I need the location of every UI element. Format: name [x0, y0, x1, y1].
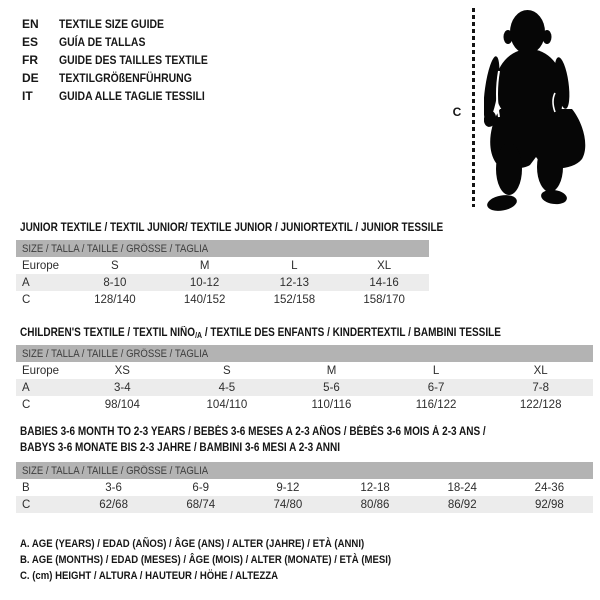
age-cell: 14-16	[369, 276, 399, 289]
age-cell: 6-9	[192, 481, 210, 494]
row-label: C	[22, 398, 31, 411]
size-cell: XL	[377, 259, 392, 272]
language-code: IT	[22, 89, 33, 103]
age-cell: 3-4	[113, 381, 131, 394]
height-cell: 122/128	[519, 398, 562, 411]
language-row-de	[22, 69, 230, 87]
height-cell: 92/98	[535, 498, 564, 511]
height-cell: 110/116	[311, 398, 352, 411]
size-header-text: SIZE / TALLA / TAILLE / GRÖSSE / TAGLIA	[22, 464, 209, 477]
children-size-table	[16, 345, 593, 413]
language-title: GUIDA ALLE TAGLIE TESSILI	[59, 89, 205, 103]
table-row	[16, 496, 593, 513]
height-cell: 98/104	[104, 398, 140, 411]
size-cell: S	[223, 364, 231, 377]
children-size-grid	[16, 362, 593, 413]
height-cell: 80/86	[360, 498, 390, 511]
height-cell: 140/152	[183, 293, 226, 306]
height-measure-dashed-line	[472, 8, 475, 207]
age-cell: 9-12	[276, 481, 300, 494]
height-cell: 116/122	[415, 398, 457, 411]
age-cell: 3-6	[105, 481, 122, 494]
size-cell: S	[111, 259, 119, 272]
language-title: TEXTILGRÖßENFÜHRUNG	[59, 71, 192, 85]
row-label: Europe	[22, 259, 60, 272]
age-cell: 6-7	[427, 381, 445, 394]
legend-line-c	[20, 568, 447, 584]
table-row	[16, 379, 593, 396]
babies-size-table	[16, 462, 593, 513]
language-code: EN	[22, 17, 39, 31]
children-section-title	[20, 325, 573, 344]
junior-section-title-text: JUNIOR TEXTILE / TEXTIL JUNIOR/ TEXTILE JUNIOR / JUNIORTEXTIL / JUNIOR TESSILE	[20, 222, 444, 234]
table-row	[16, 274, 429, 291]
babies-section-title	[20, 424, 555, 456]
age-cell: 4-5	[218, 381, 236, 394]
language-title: GUÍA DE TALLAS	[59, 35, 146, 49]
title-part: CHILDREN'S TEXTILE / TEXTIL NIÑO	[20, 327, 196, 339]
height-cell: 62/68	[99, 498, 128, 511]
babies-size-header-bar	[16, 462, 593, 479]
junior-size-table	[16, 240, 429, 308]
age-cell: 12-13	[279, 276, 310, 289]
height-cell: 104/110	[206, 398, 248, 411]
height-cell: 128/140	[94, 293, 136, 306]
legend-line-a	[20, 536, 447, 552]
row-label: B	[22, 481, 30, 494]
title-part: / TEXTILE DES ENFANTS / KINDERTEXTIL / BAMBINI TESSILE	[202, 327, 501, 339]
junior-size-header-bar	[16, 240, 429, 257]
language-code: DE	[22, 71, 39, 85]
size-cell: L	[432, 364, 440, 377]
toddler-silhouette-image	[484, 9, 590, 213]
age-cell: 12-18	[360, 481, 390, 494]
language-code: FR	[22, 53, 38, 67]
size-header-text: SIZE / TALLA / TAILLE / GRÖSSE / TAGLIA	[22, 242, 209, 255]
age-cell: 7-8	[532, 381, 549, 394]
babies-size-grid	[16, 479, 593, 513]
language-title-list	[22, 15, 230, 105]
language-title: GUIDE DES TAILLES TEXTILE	[59, 53, 208, 67]
language-title: TEXTILE SIZE GUIDE	[59, 17, 164, 31]
row-label: Europe	[22, 364, 60, 377]
language-row-fr	[22, 51, 230, 69]
size-cell: M	[326, 364, 337, 377]
age-cell: 10-12	[189, 276, 220, 289]
table-row	[16, 257, 429, 274]
title-subscript: /A	[195, 331, 203, 340]
language-code: ES	[22, 35, 39, 49]
legend-text: A. AGE (YEARS) / EDAD (AÑOS) / ÂGE (ANS) / ALTER (JAHRE) / ETÀ (ANNI)	[20, 538, 365, 550]
language-row-es	[22, 33, 230, 51]
height-measure-label: C	[452, 105, 462, 119]
table-row	[16, 291, 429, 308]
measurement-legend	[20, 536, 447, 584]
size-cell: XS	[114, 364, 130, 377]
children-size-header-bar	[16, 345, 593, 362]
junior-section-title	[20, 220, 506, 236]
age-cell: 5-6	[323, 381, 340, 394]
language-row-it	[22, 87, 230, 105]
height-cell: 158/170	[363, 293, 405, 306]
height-cell: 74/80	[273, 498, 303, 511]
language-row-en	[22, 15, 230, 33]
age-cell: 8-10	[103, 276, 127, 289]
legend-text: C. (cm) HEIGHT / ALTURA / HAUTEUR / HÖHE / ALTEZZA	[20, 570, 279, 582]
height-cell: 68/74	[186, 498, 216, 511]
table-row	[16, 396, 593, 413]
babies-title-line2: BABYS 3-6 MONATE BIS 2-3 JAHRE / BAMBINI 3-6 MESI A 2-3 ANNI	[20, 442, 341, 454]
babies-title-line1: BABIES 3-6 MONTH TO 2-3 YEARS / BEBÉS 3-6 MESES A 2-3 AÑOS / BÉBÉS 3-6 MOIS À 2-3 ANS /	[20, 426, 486, 438]
legend-text: B. AGE (MONTHS) / EDAD (MESES) / ÂGE (MOIS) / ALTER (MONATE) / ETÀ (MESI)	[20, 554, 392, 566]
size-cell: M	[199, 259, 210, 272]
junior-size-grid	[16, 257, 429, 308]
size-cell: L	[291, 259, 298, 272]
height-cell: 86/92	[447, 498, 477, 511]
age-cell: 18-24	[447, 481, 477, 494]
size-cell: XL	[533, 364, 548, 377]
children-section-title-text	[20, 325, 501, 344]
age-cell: 24-36	[534, 481, 565, 494]
size-header-text: SIZE / TALLA / TAILLE / GRÖSSE / TAGLIA	[22, 347, 209, 360]
row-label: A	[22, 381, 30, 394]
height-cell: 152/158	[273, 293, 316, 306]
table-row	[16, 362, 593, 379]
row-label: A	[22, 276, 30, 289]
legend-line-b	[20, 552, 447, 568]
table-row	[16, 479, 593, 496]
row-label: C	[22, 498, 31, 511]
row-label: C	[22, 293, 31, 306]
